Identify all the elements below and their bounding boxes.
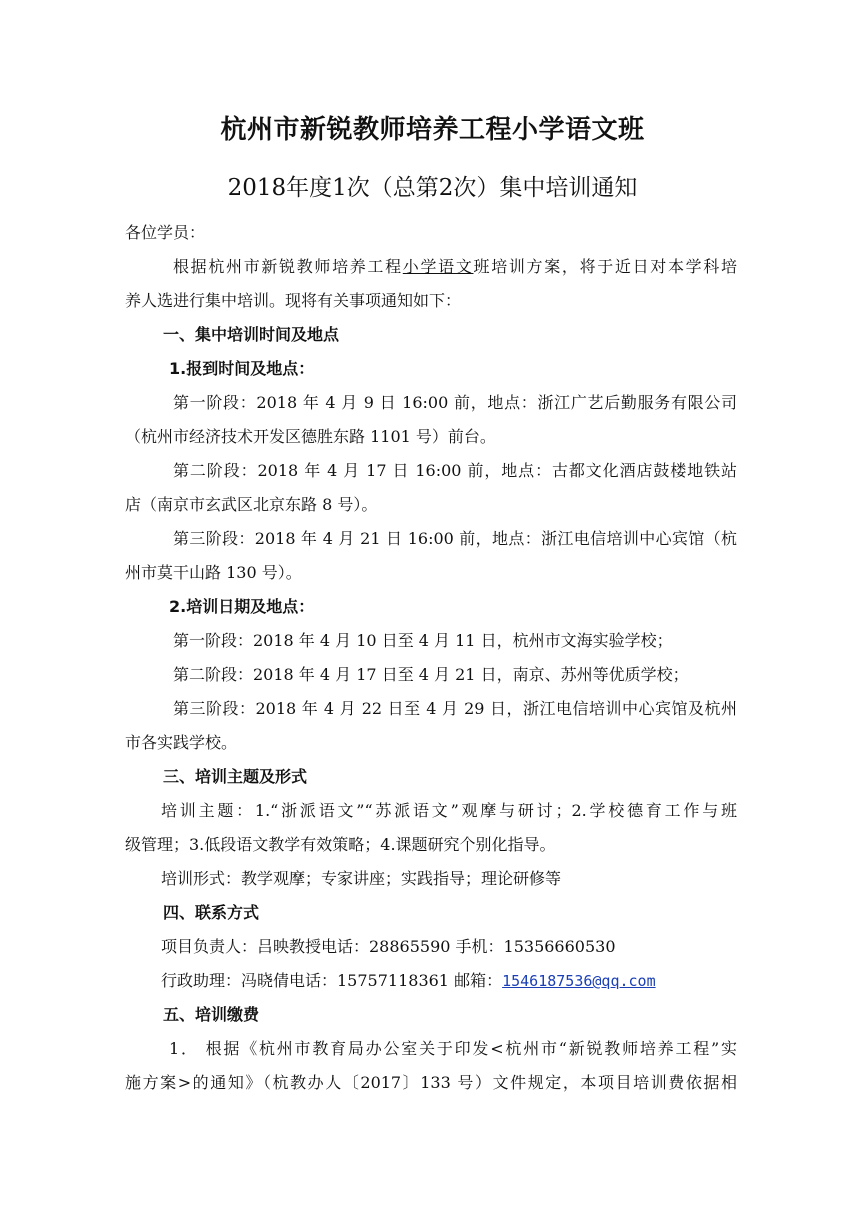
report-stage2-line2: 店（南京市玄武区北京东路 8 号）。 <box>125 495 378 514</box>
intro-paragraph-line2: 养人选进行集中培训。现将有关事项通知如下： <box>125 291 462 310</box>
theme-line1: 培训主题：1.“浙派语文”“苏派语文”观摩与研讨；2.学校德育工作与班 <box>161 801 737 820</box>
contact-project-lead: 项目负责人：吕映教授电话：28865590 手机：15356660530 <box>161 937 616 956</box>
subheading-training: 2.培训日期及地点： <box>169 597 315 616</box>
format-line: 培训形式：教学观摩；专家讲座；实践指导；理论研修等 <box>161 869 562 888</box>
theme-line2: 级管理；3.低段语文教学有效策略；4.课题研究个别化指导。 <box>125 835 556 854</box>
intro-text-2: 班培训方案，将于近日对本学科培 <box>473 257 737 276</box>
report-stage1-line2: （杭州市经济技术开发区德胜东路 1101 号）前台。 <box>125 427 496 446</box>
subheading-report: 1.报到时间及地点： <box>169 359 315 378</box>
contact-assistant <box>125 964 737 998</box>
section-heading-time-location: 一、集中培训时间及地点 <box>163 325 340 344</box>
greeting: 各位学员： <box>125 223 206 242</box>
contact-assistant-text: 行政助理：冯晓倩电话：15757118361 邮箱： <box>161 971 503 990</box>
section-heading-fees: 五、培训缴费 <box>163 1005 260 1024</box>
train-stage3-line1: 第三阶段：2018 年 4 月 22 日至 4 月 29 日，浙江电信培训中心宾馆及杭州 <box>173 699 737 718</box>
report-stage1-line1: 第一阶段：2018 年 4 月 9 日 16:00 前，地点：浙江广艺后勤服务有限公司 <box>173 393 737 412</box>
fee-line1: 1． 根据《杭州市教育局办公室关于印发<杭州市“新锐教师培养工程”实 <box>169 1039 737 1058</box>
section-heading-themes: 三、培训主题及形式 <box>163 767 308 786</box>
intro-underlined-subject: 小学语文 <box>402 257 474 276</box>
report-stage3-line2: 州市莫干山路 130 号）。 <box>125 563 302 582</box>
fee-line2: 施方案>的通知》（杭教办人〔2017〕133 号）文件规定，本项目培训费依据相 <box>125 1073 737 1092</box>
intro-paragraph-line1 <box>125 250 737 284</box>
section-heading-contact: 四、联系方式 <box>163 903 260 922</box>
report-stage3-line1: 第三阶段：2018 年 4 月 21 日 16:00 前，地点：浙江电信培训中心宾馆（杭 <box>173 529 737 548</box>
document-subtitle: 2018年度1次（总第2次）集中培训通知 <box>227 175 638 201</box>
train-stage2: 第二阶段：2018 年 4 月 17 日至 4 月 21 日，南京、苏州等优质学校； <box>173 665 689 684</box>
document-body <box>125 216 737 1100</box>
email-link[interactable]: 1546187536@qq.com <box>502 972 656 990</box>
intro-text-1: 根据杭州市新锐教师培养工程 <box>173 257 403 276</box>
report-stage2-line1: 第二阶段：2018 年 4 月 17 日 16:00 前，地点：古都文化酒店鼓楼地铁站 <box>173 461 737 480</box>
train-stage3-line2: 市各实践学校。 <box>125 733 238 752</box>
document-title: 杭州市新锐教师培养工程小学语文班 <box>220 115 645 145</box>
train-stage1: 第一阶段：2018 年 4 月 10 日至 4 月 11 日，杭州市文海实验学校； <box>173 631 673 650</box>
